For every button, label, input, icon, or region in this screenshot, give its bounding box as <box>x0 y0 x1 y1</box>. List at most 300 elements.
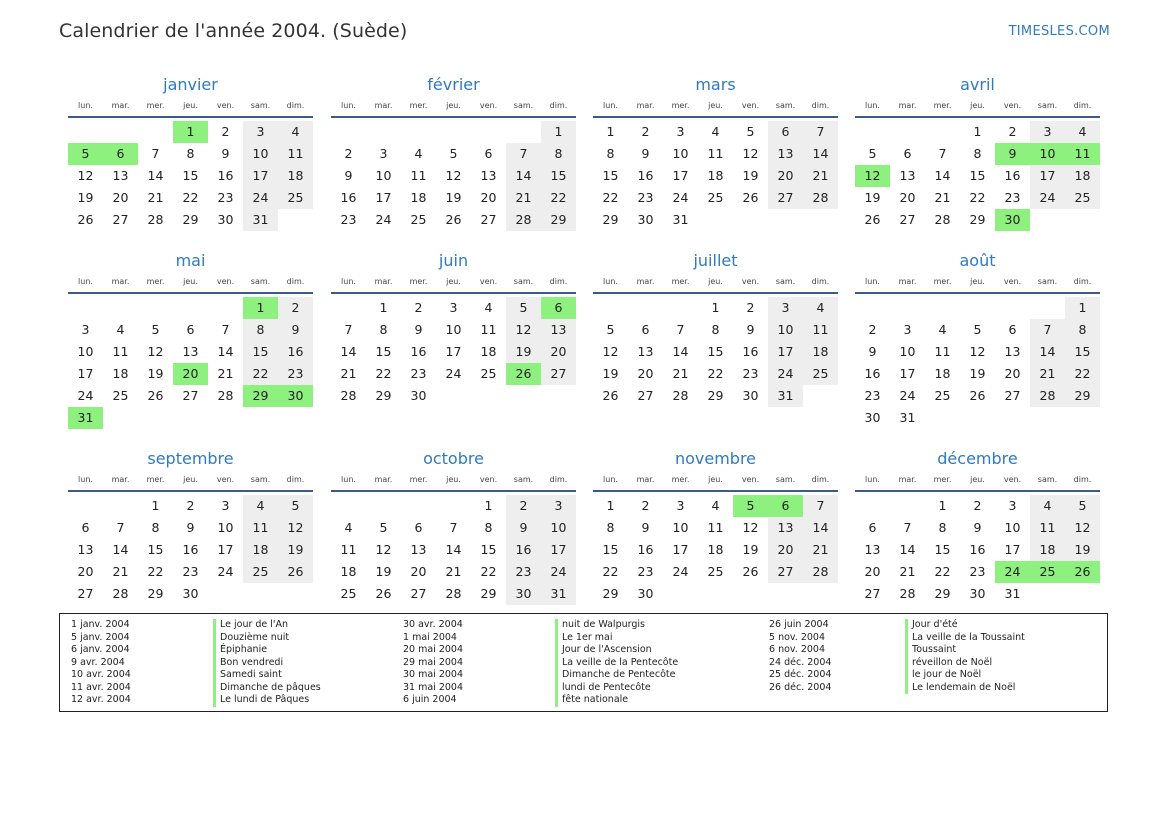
weekday-label: mar. <box>374 475 393 484</box>
empty-cell <box>663 297 698 319</box>
day-cell: 21 <box>934 190 951 205</box>
day-cell: 27 <box>112 212 129 227</box>
weekday-label: jeu. <box>708 475 723 484</box>
week-row <box>68 407 313 429</box>
day-cell: 2 <box>278 297 313 319</box>
day-cell: 18 <box>278 165 313 187</box>
day-cell: 15 <box>541 165 576 187</box>
day-cell: 13 <box>768 517 803 539</box>
holiday-day-cell: 9 <box>995 143 1030 165</box>
day-cell: 12 <box>602 344 619 359</box>
day-cell: 25 <box>112 388 129 403</box>
day-cell: 24 <box>217 564 234 579</box>
day-cell: 3 <box>768 297 803 319</box>
week-row <box>68 165 313 187</box>
week-row <box>855 187 1100 209</box>
weekday-label: mar. <box>636 101 655 110</box>
weekday-header <box>68 96 313 118</box>
weekday-label: lun. <box>341 277 356 286</box>
weekday-label: jeu. <box>446 277 461 286</box>
legend-date: 31 mai 2004 <box>403 681 464 693</box>
week-row <box>593 319 838 341</box>
week-row <box>68 495 313 517</box>
legend-holiday-name: Le lundi de Pâques <box>213 694 321 707</box>
day-cell: 6 <box>186 322 195 337</box>
legend-holiday-name: Dimanche de pâques <box>213 682 321 695</box>
day-cell: 23 <box>340 212 357 227</box>
day-cell: 23 <box>1004 190 1021 205</box>
week-row <box>68 187 313 209</box>
day-cell: 17 <box>768 341 803 363</box>
weekday-header <box>331 272 576 294</box>
day-cell: 20 <box>112 190 129 205</box>
day-cell: 18 <box>707 168 724 183</box>
day-cell: 8 <box>973 146 982 161</box>
empty-cell <box>103 495 138 517</box>
weekday-label: ven. <box>479 475 498 484</box>
empty-cell <box>506 385 541 407</box>
day-cell: 15 <box>969 168 986 183</box>
day-cell: 23 <box>637 190 654 205</box>
day-cell: 15 <box>147 542 164 557</box>
day-cell: 15 <box>182 168 199 183</box>
day-cell: 27 <box>182 388 199 403</box>
day-cell: 16 <box>506 539 541 561</box>
weekday-label: dim. <box>549 475 568 484</box>
weekday-label: lun. <box>865 475 880 484</box>
weekday-label: dim. <box>811 101 830 110</box>
legend-holiday-name: Le 1er mai <box>555 632 678 645</box>
day-cell: 4 <box>803 297 838 319</box>
empty-cell <box>1030 209 1065 231</box>
day-cell: 7 <box>676 322 685 337</box>
empty-cell <box>208 583 243 605</box>
week-row <box>331 385 576 407</box>
day-cell: 23 <box>637 564 654 579</box>
day-cell: 28 <box>112 586 129 601</box>
month-name: février <box>427 75 480 94</box>
month-10 <box>593 448 838 605</box>
week-row <box>593 583 838 605</box>
day-cell: 21 <box>340 366 357 381</box>
day-cell: 17 <box>445 344 462 359</box>
day-cell: 15 <box>243 341 278 363</box>
empty-cell <box>278 407 313 429</box>
day-cell: 26 <box>278 561 313 583</box>
day-cell: 16 <box>1004 168 1021 183</box>
weekday-label: dim. <box>811 277 830 286</box>
day-cell: 10 <box>672 520 689 535</box>
day-cell: 14 <box>1030 341 1065 363</box>
month-name: août <box>959 251 996 270</box>
day-cell: 12 <box>742 146 759 161</box>
empty-cell <box>103 407 138 429</box>
day-cell: 11 <box>243 517 278 539</box>
day-cell: 22 <box>182 190 199 205</box>
weekday-label: sam. <box>513 475 534 484</box>
day-cell: 16 <box>864 366 881 381</box>
weekday-label: mar. <box>111 101 130 110</box>
empty-cell <box>436 121 471 143</box>
month-name: avril <box>960 75 995 94</box>
day-cell: 27 <box>410 586 427 601</box>
holiday-day-cell: 5 <box>68 143 103 165</box>
week-row <box>331 187 576 209</box>
day-cell: 18 <box>410 190 427 205</box>
empty-cell <box>768 209 803 231</box>
holiday-day-cell: 20 <box>173 363 208 385</box>
weekday-label: dim. <box>549 101 568 110</box>
month-7 <box>855 250 1100 429</box>
week-row <box>593 561 838 583</box>
empty-cell <box>1030 297 1065 319</box>
weekday-label: sam. <box>1037 475 1058 484</box>
day-cell: 4 <box>414 146 423 161</box>
day-cell: 2 <box>868 322 877 337</box>
day-cell: 7 <box>344 322 353 337</box>
empty-cell <box>208 407 243 429</box>
day-cell: 21 <box>506 187 541 209</box>
day-cell: 27 <box>899 212 916 227</box>
day-cell: 23 <box>278 363 313 385</box>
week-row <box>68 363 313 385</box>
day-cell: 9 <box>746 322 755 337</box>
week-row <box>593 121 838 143</box>
day-cell: 22 <box>480 564 497 579</box>
day-cell: 20 <box>899 190 916 205</box>
day-cell: 2 <box>414 300 423 315</box>
empty-cell <box>1065 407 1100 429</box>
week-row <box>855 517 1100 539</box>
day-cell: 28 <box>803 187 838 209</box>
day-cell: 9 <box>868 344 877 359</box>
legend-holiday-name: nuit de Walpurgis <box>555 619 678 632</box>
day-cell: 4 <box>116 322 125 337</box>
day-cell: 29 <box>541 209 576 231</box>
day-cell: 17 <box>77 366 94 381</box>
day-cell: 28 <box>506 209 541 231</box>
day-cell: 15 <box>602 168 619 183</box>
day-cell: 19 <box>742 168 759 183</box>
holiday-day-cell: 25 <box>1030 561 1065 583</box>
day-cell: 5 <box>379 520 388 535</box>
day-cell: 19 <box>278 539 313 561</box>
day-cell: 21 <box>899 564 916 579</box>
month-8 <box>68 448 313 605</box>
empty-cell <box>401 495 436 517</box>
day-cell: 9 <box>641 520 650 535</box>
brand-link[interactable]: TIMESLES.COM <box>1008 24 1110 39</box>
week-row <box>68 385 313 407</box>
day-cell: 11 <box>934 344 951 359</box>
day-cell: 14 <box>672 344 689 359</box>
weekday-label: jeu. <box>446 101 461 110</box>
weekday-label: lun. <box>78 277 93 286</box>
day-cell: 30 <box>506 583 541 605</box>
legend-names-column <box>555 619 678 707</box>
week-row <box>593 297 838 319</box>
day-cell: 27 <box>77 586 94 601</box>
day-cell: 15 <box>480 542 497 557</box>
day-cell: 25 <box>278 187 313 209</box>
day-cell: 10 <box>375 168 392 183</box>
day-cell: 30 <box>637 212 654 227</box>
empty-cell <box>471 121 506 143</box>
week-row <box>331 319 576 341</box>
weekday-label: ven. <box>216 277 235 286</box>
day-cell: 12 <box>445 168 462 183</box>
day-cell: 18 <box>480 344 497 359</box>
day-cell: 30 <box>637 586 654 601</box>
week-row <box>593 539 838 561</box>
day-cell: 30 <box>969 586 986 601</box>
weekday-label: jeu. <box>708 277 723 286</box>
legend-holiday-name: Le lendemain de Noël <box>905 682 1025 695</box>
day-cell: 5 <box>278 495 313 517</box>
day-cell: 13 <box>480 168 497 183</box>
day-cell: 15 <box>375 344 392 359</box>
weekday-label: jeu. <box>183 277 198 286</box>
legend-holiday-name: réveillon de Noël <box>905 657 1025 670</box>
day-cell: 2 <box>973 498 982 513</box>
day-cell: 3 <box>221 498 230 513</box>
week-row <box>331 495 576 517</box>
legend-holiday-name: Épiphanie <box>213 644 321 657</box>
day-cell: 13 <box>112 168 129 183</box>
day-cell: 7 <box>803 121 838 143</box>
day-cell: 27 <box>480 212 497 227</box>
day-cell: 24 <box>77 388 94 403</box>
empty-cell <box>925 407 960 429</box>
weekday-label: dim. <box>811 475 830 484</box>
week-row <box>331 583 576 605</box>
weekday-label: jeu. <box>183 101 198 110</box>
month-name: septembre <box>147 449 234 468</box>
day-cell: 17 <box>1030 165 1065 187</box>
day-cell: 24 <box>672 564 689 579</box>
day-cell: 14 <box>112 542 129 557</box>
day-cell: 6 <box>414 520 423 535</box>
day-cell: 6 <box>484 146 493 161</box>
legend-dates-column <box>769 619 831 694</box>
holiday-day-cell: 5 <box>733 495 768 517</box>
day-cell: 19 <box>445 190 462 205</box>
day-cell: 21 <box>217 366 234 381</box>
day-cell: 10 <box>541 517 576 539</box>
weekday-label: mar. <box>374 101 393 110</box>
day-cell: 4 <box>1030 495 1065 517</box>
weekday-label: jeu. <box>970 277 985 286</box>
weekday-label: dim. <box>286 277 305 286</box>
week-row <box>68 341 313 363</box>
empty-cell <box>138 121 173 143</box>
day-cell: 11 <box>707 520 724 535</box>
day-cell: 20 <box>480 190 497 205</box>
day-cell: 1 <box>379 300 388 315</box>
weekday-header <box>593 96 838 118</box>
weekday-label: ven. <box>741 277 760 286</box>
day-cell: 22 <box>147 564 164 579</box>
day-cell: 31 <box>768 385 803 407</box>
day-cell: 14 <box>803 517 838 539</box>
legend-date: 30 mai 2004 <box>403 669 464 680</box>
month-1 <box>331 74 576 231</box>
empty-cell <box>733 209 768 231</box>
day-cell: 19 <box>506 341 541 363</box>
day-cell: 9 <box>973 520 982 535</box>
day-cell: 3 <box>379 146 388 161</box>
week-row <box>68 561 313 583</box>
week-row <box>68 517 313 539</box>
day-cell: 22 <box>375 366 392 381</box>
month-6 <box>593 250 838 407</box>
holiday-day-cell: 30 <box>278 385 313 407</box>
day-cell: 16 <box>742 344 759 359</box>
day-cell: 8 <box>186 146 195 161</box>
weekday-label: jeu. <box>183 475 198 484</box>
day-cell: 11 <box>803 319 838 341</box>
day-cell: 15 <box>934 542 951 557</box>
weekday-header <box>68 470 313 492</box>
day-cell: 19 <box>375 564 392 579</box>
weekday-label: sam. <box>513 277 534 286</box>
day-cell: 18 <box>1065 165 1100 187</box>
empty-cell <box>471 385 506 407</box>
day-cell: 8 <box>541 143 576 165</box>
weekday-label: mer. <box>671 475 690 484</box>
day-cell: 28 <box>217 388 234 403</box>
day-cell: 27 <box>768 187 803 209</box>
weekday-label: mer. <box>933 475 952 484</box>
day-cell: 17 <box>899 366 916 381</box>
day-cell: 13 <box>1004 344 1021 359</box>
day-cell: 29 <box>480 586 497 601</box>
legend-date: 26 déc. 2004 <box>769 681 832 693</box>
day-cell: 5 <box>506 297 541 319</box>
empty-cell <box>663 583 698 605</box>
day-cell: 27 <box>541 363 576 385</box>
week-row <box>855 561 1100 583</box>
day-cell: 10 <box>445 322 462 337</box>
day-cell: 11 <box>340 542 357 557</box>
weekday-label: lun. <box>341 101 356 110</box>
week-row <box>855 209 1100 231</box>
day-cell: 4 <box>1065 121 1100 143</box>
weekday-label: mer. <box>146 101 165 110</box>
week-row <box>855 121 1100 143</box>
legend-date: 20 mai 2004 <box>403 644 464 655</box>
day-cell: 20 <box>541 341 576 363</box>
weekday-label: mar. <box>636 277 655 286</box>
weekday-label: sam. <box>775 101 796 110</box>
day-cell: 26 <box>147 388 164 403</box>
legend-holiday-name: le jour de Noël <box>905 669 1025 682</box>
empty-cell <box>960 297 995 319</box>
empty-cell <box>506 121 541 143</box>
week-row <box>593 385 838 407</box>
month-3 <box>855 74 1100 231</box>
empty-cell <box>890 495 925 517</box>
day-cell: 20 <box>77 564 94 579</box>
week-row <box>855 363 1100 385</box>
weekday-label: ven. <box>216 475 235 484</box>
day-cell: 28 <box>1030 385 1065 407</box>
day-cell: 17 <box>672 168 689 183</box>
week-row <box>855 319 1100 341</box>
day-cell: 12 <box>278 517 313 539</box>
day-cell: 29 <box>1065 385 1100 407</box>
day-cell: 15 <box>1065 341 1100 363</box>
day-cell: 8 <box>484 520 493 535</box>
day-cell: 19 <box>742 542 759 557</box>
day-cell: 16 <box>340 190 357 205</box>
day-cell: 16 <box>182 542 199 557</box>
day-cell: 22 <box>707 366 724 381</box>
legend-holiday-name: Jour d'été <box>905 619 1025 632</box>
day-cell: 5 <box>449 146 458 161</box>
empty-cell <box>68 121 103 143</box>
empty-cell <box>331 495 366 517</box>
day-cell: 18 <box>707 542 724 557</box>
holiday-day-cell: 6 <box>541 297 576 319</box>
empty-cell <box>401 121 436 143</box>
day-cell: 24 <box>375 212 392 227</box>
day-cell: 3 <box>1030 121 1065 143</box>
month-name: mai <box>175 251 206 270</box>
day-cell: 24 <box>672 190 689 205</box>
weekday-label: lun. <box>603 101 618 110</box>
day-cell: 30 <box>410 388 427 403</box>
day-cell: 12 <box>742 520 759 535</box>
day-cell: 7 <box>1030 319 1065 341</box>
legend-date: 26 juin 2004 <box>769 619 829 630</box>
day-cell: 12 <box>506 319 541 341</box>
weekday-label: dim. <box>286 475 305 484</box>
weekday-label: mer. <box>671 101 690 110</box>
day-cell: 1 <box>151 498 160 513</box>
day-cell: 2 <box>746 300 755 315</box>
day-cell: 11 <box>278 143 313 165</box>
weekday-label: mer. <box>146 277 165 286</box>
weekday-header <box>593 470 838 492</box>
day-cell: 25 <box>934 388 951 403</box>
weekday-label: mar. <box>374 277 393 286</box>
day-cell: 7 <box>938 146 947 161</box>
legend-date: 30 avr. 2004 <box>403 619 463 630</box>
day-cell: 4 <box>938 322 947 337</box>
empty-cell <box>698 209 733 231</box>
day-cell: 8 <box>1065 319 1100 341</box>
legend-holiday-name: Dimanche de Pentecôte <box>555 669 678 682</box>
day-cell: 13 <box>410 542 427 557</box>
legend-names-column <box>905 619 1025 694</box>
day-cell: 17 <box>541 539 576 561</box>
weekday-label: lun. <box>865 277 880 286</box>
day-cell: 30 <box>182 586 199 601</box>
empty-cell <box>138 407 173 429</box>
week-row <box>331 363 576 385</box>
day-cell: 15 <box>707 344 724 359</box>
day-cell: 9 <box>221 146 230 161</box>
day-cell: 4 <box>711 124 720 139</box>
week-row <box>855 297 1100 319</box>
day-cell: 28 <box>147 212 164 227</box>
week-row <box>855 407 1100 429</box>
weekday-label: sam. <box>513 101 534 110</box>
empty-cell <box>1065 583 1100 605</box>
legend-date: 5 janv. 2004 <box>71 631 130 643</box>
empty-cell <box>173 297 208 319</box>
